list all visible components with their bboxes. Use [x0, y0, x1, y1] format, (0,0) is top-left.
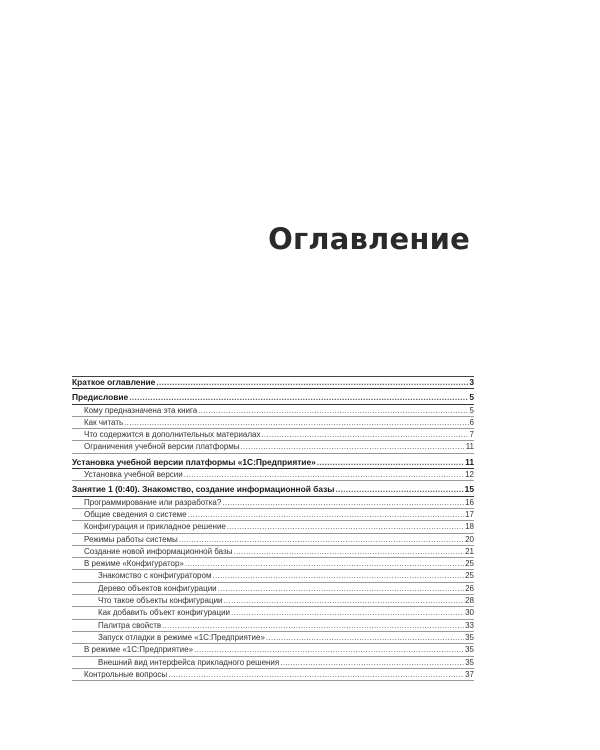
toc-dot-leader [198, 405, 468, 416]
toc-dot-leader [280, 657, 464, 668]
toc-dot-leader [218, 583, 464, 594]
toc-dot-leader [261, 429, 468, 440]
toc-page-number: 21 [465, 546, 474, 556]
toc-entry-label: Предисловие [72, 392, 129, 403]
toc-page-number: 3 [469, 377, 474, 387]
toc-dot-leader [212, 570, 464, 581]
toc-entry-label: Создание новой информационной базы [84, 546, 233, 556]
toc-page-number: 35 [465, 645, 474, 655]
toc-entry-label: Палитра свойств [98, 620, 162, 630]
toc-section-entry [72, 509, 474, 521]
toc-dot-leader [317, 457, 464, 468]
toc-page-number: 5 [469, 405, 474, 415]
toc-page-number: 28 [465, 596, 474, 606]
toc-section-entry [72, 620, 474, 632]
toc-entry-label: Общие сведения о системе [84, 509, 187, 519]
toc-dot-leader [335, 484, 463, 495]
toc-entry-label: В режиме «Конфигуратор» [84, 559, 184, 569]
toc-section-entry [72, 583, 474, 595]
toc-section-entry [72, 595, 474, 607]
toc-entry-label: В режиме «1С:Предприятие» [84, 645, 194, 655]
toc-section-entry [72, 405, 474, 417]
toc-section-entry [72, 521, 474, 533]
toc-section-entry [72, 534, 474, 546]
toc-page-number: 6 [469, 417, 474, 427]
toc-dot-leader [231, 607, 464, 618]
toc-page-number: 5 [469, 392, 474, 403]
toc-section-entry [72, 558, 474, 570]
toc-dot-leader [129, 392, 468, 403]
toc-page-number: 11 [465, 442, 474, 452]
table-of-contents [72, 376, 474, 681]
toc-page-number: 7 [469, 430, 474, 440]
toc-entry-label: Что такое объекты конфигурации [98, 596, 223, 606]
toc-section-entry [72, 417, 474, 429]
toc-section-entry [72, 469, 474, 481]
toc-dot-leader [233, 546, 464, 557]
toc-chapter-entry [72, 376, 474, 389]
toc-page-number: 33 [465, 620, 474, 630]
toc-dot-leader [156, 377, 468, 388]
toc-page-number: 20 [465, 534, 474, 544]
toc-entry-label: Установка учебной версии платформы «1С:Предприятие» [72, 456, 316, 467]
toc-dot-leader [224, 595, 465, 606]
toc-section-entry [72, 607, 474, 619]
toc-chapter-entry [72, 484, 474, 496]
toc-dot-leader [179, 534, 464, 545]
toc-section-entry [72, 441, 474, 453]
toc-entry-label: Как читать [84, 417, 124, 427]
toc-entry-label: Контрольные вопросы [84, 669, 168, 679]
toc-section-entry [72, 632, 474, 644]
toc-entry-label: Как добавить объект конфигурации [98, 608, 231, 618]
toc-section-entry [72, 429, 474, 441]
toc-section-entry [72, 497, 474, 509]
toc-page-number: 11 [465, 456, 474, 467]
toc-page-number: 18 [465, 522, 474, 532]
toc-entry-label: Кому предназначена эта книга [84, 405, 198, 415]
toc-dot-leader [194, 644, 464, 655]
toc-page-number: 30 [465, 608, 474, 618]
toc-dot-leader [184, 469, 464, 480]
toc-dot-leader [241, 441, 465, 452]
toc-chapter-entry [72, 392, 474, 404]
toc-page-number: 26 [465, 583, 474, 593]
toc-dot-leader [227, 521, 464, 532]
toc-page-number: 12 [465, 470, 474, 480]
toc-section-entry [72, 570, 474, 582]
toc-dot-leader [222, 497, 464, 508]
page-title: Оглавление [268, 222, 470, 256]
toc-dot-leader [162, 620, 464, 631]
toc-page-number: 37 [465, 669, 474, 679]
toc-dot-leader [188, 509, 464, 520]
toc-chapter-entry [72, 457, 474, 469]
toc-page-number: 25 [465, 571, 474, 581]
toc-section-entry [72, 546, 474, 558]
toc-page-number: 25 [465, 559, 474, 569]
toc-page-number: 35 [465, 657, 474, 667]
toc-page-number: 17 [465, 509, 474, 519]
toc-entry-label: Что содержится в дополнительных материалах [84, 430, 261, 440]
toc-entry-label: Режимы работы системы [84, 534, 178, 544]
toc-page-number: 15 [464, 484, 474, 495]
toc-dot-leader [266, 632, 464, 643]
toc-dot-leader [168, 669, 464, 680]
toc-entry-label: Запуск отладки в режиме «1С:Предприятие» [98, 632, 265, 642]
toc-dot-leader [185, 558, 464, 569]
toc-section-entry [72, 644, 474, 656]
toc-entry-label: Конфигурация и прикладное решение [84, 522, 226, 532]
toc-page-number: 35 [465, 632, 474, 642]
toc-entry-label: Установка учебной версии [84, 470, 183, 480]
toc-dot-leader [124, 417, 468, 428]
toc-entry-label: Знакомство с конфигуратором [98, 571, 212, 581]
toc-entry-label: Краткое оглавление [72, 377, 156, 387]
toc-section-entry [72, 657, 474, 669]
toc-entry-label: Дерево объектов конфигурации [98, 583, 217, 593]
toc-entry-label: Программирование или разработка? [84, 497, 222, 507]
toc-section-entry [72, 669, 474, 681]
toc-entry-label: Ограничения учебной версии платформы [84, 442, 240, 452]
toc-entry-label: Занятие 1 (0:40). Знакомство, создание информационной базы [72, 484, 335, 495]
toc-entry-label: Внешний вид интерфейса прикладного решения [98, 657, 280, 667]
toc-page-number: 16 [465, 497, 474, 507]
